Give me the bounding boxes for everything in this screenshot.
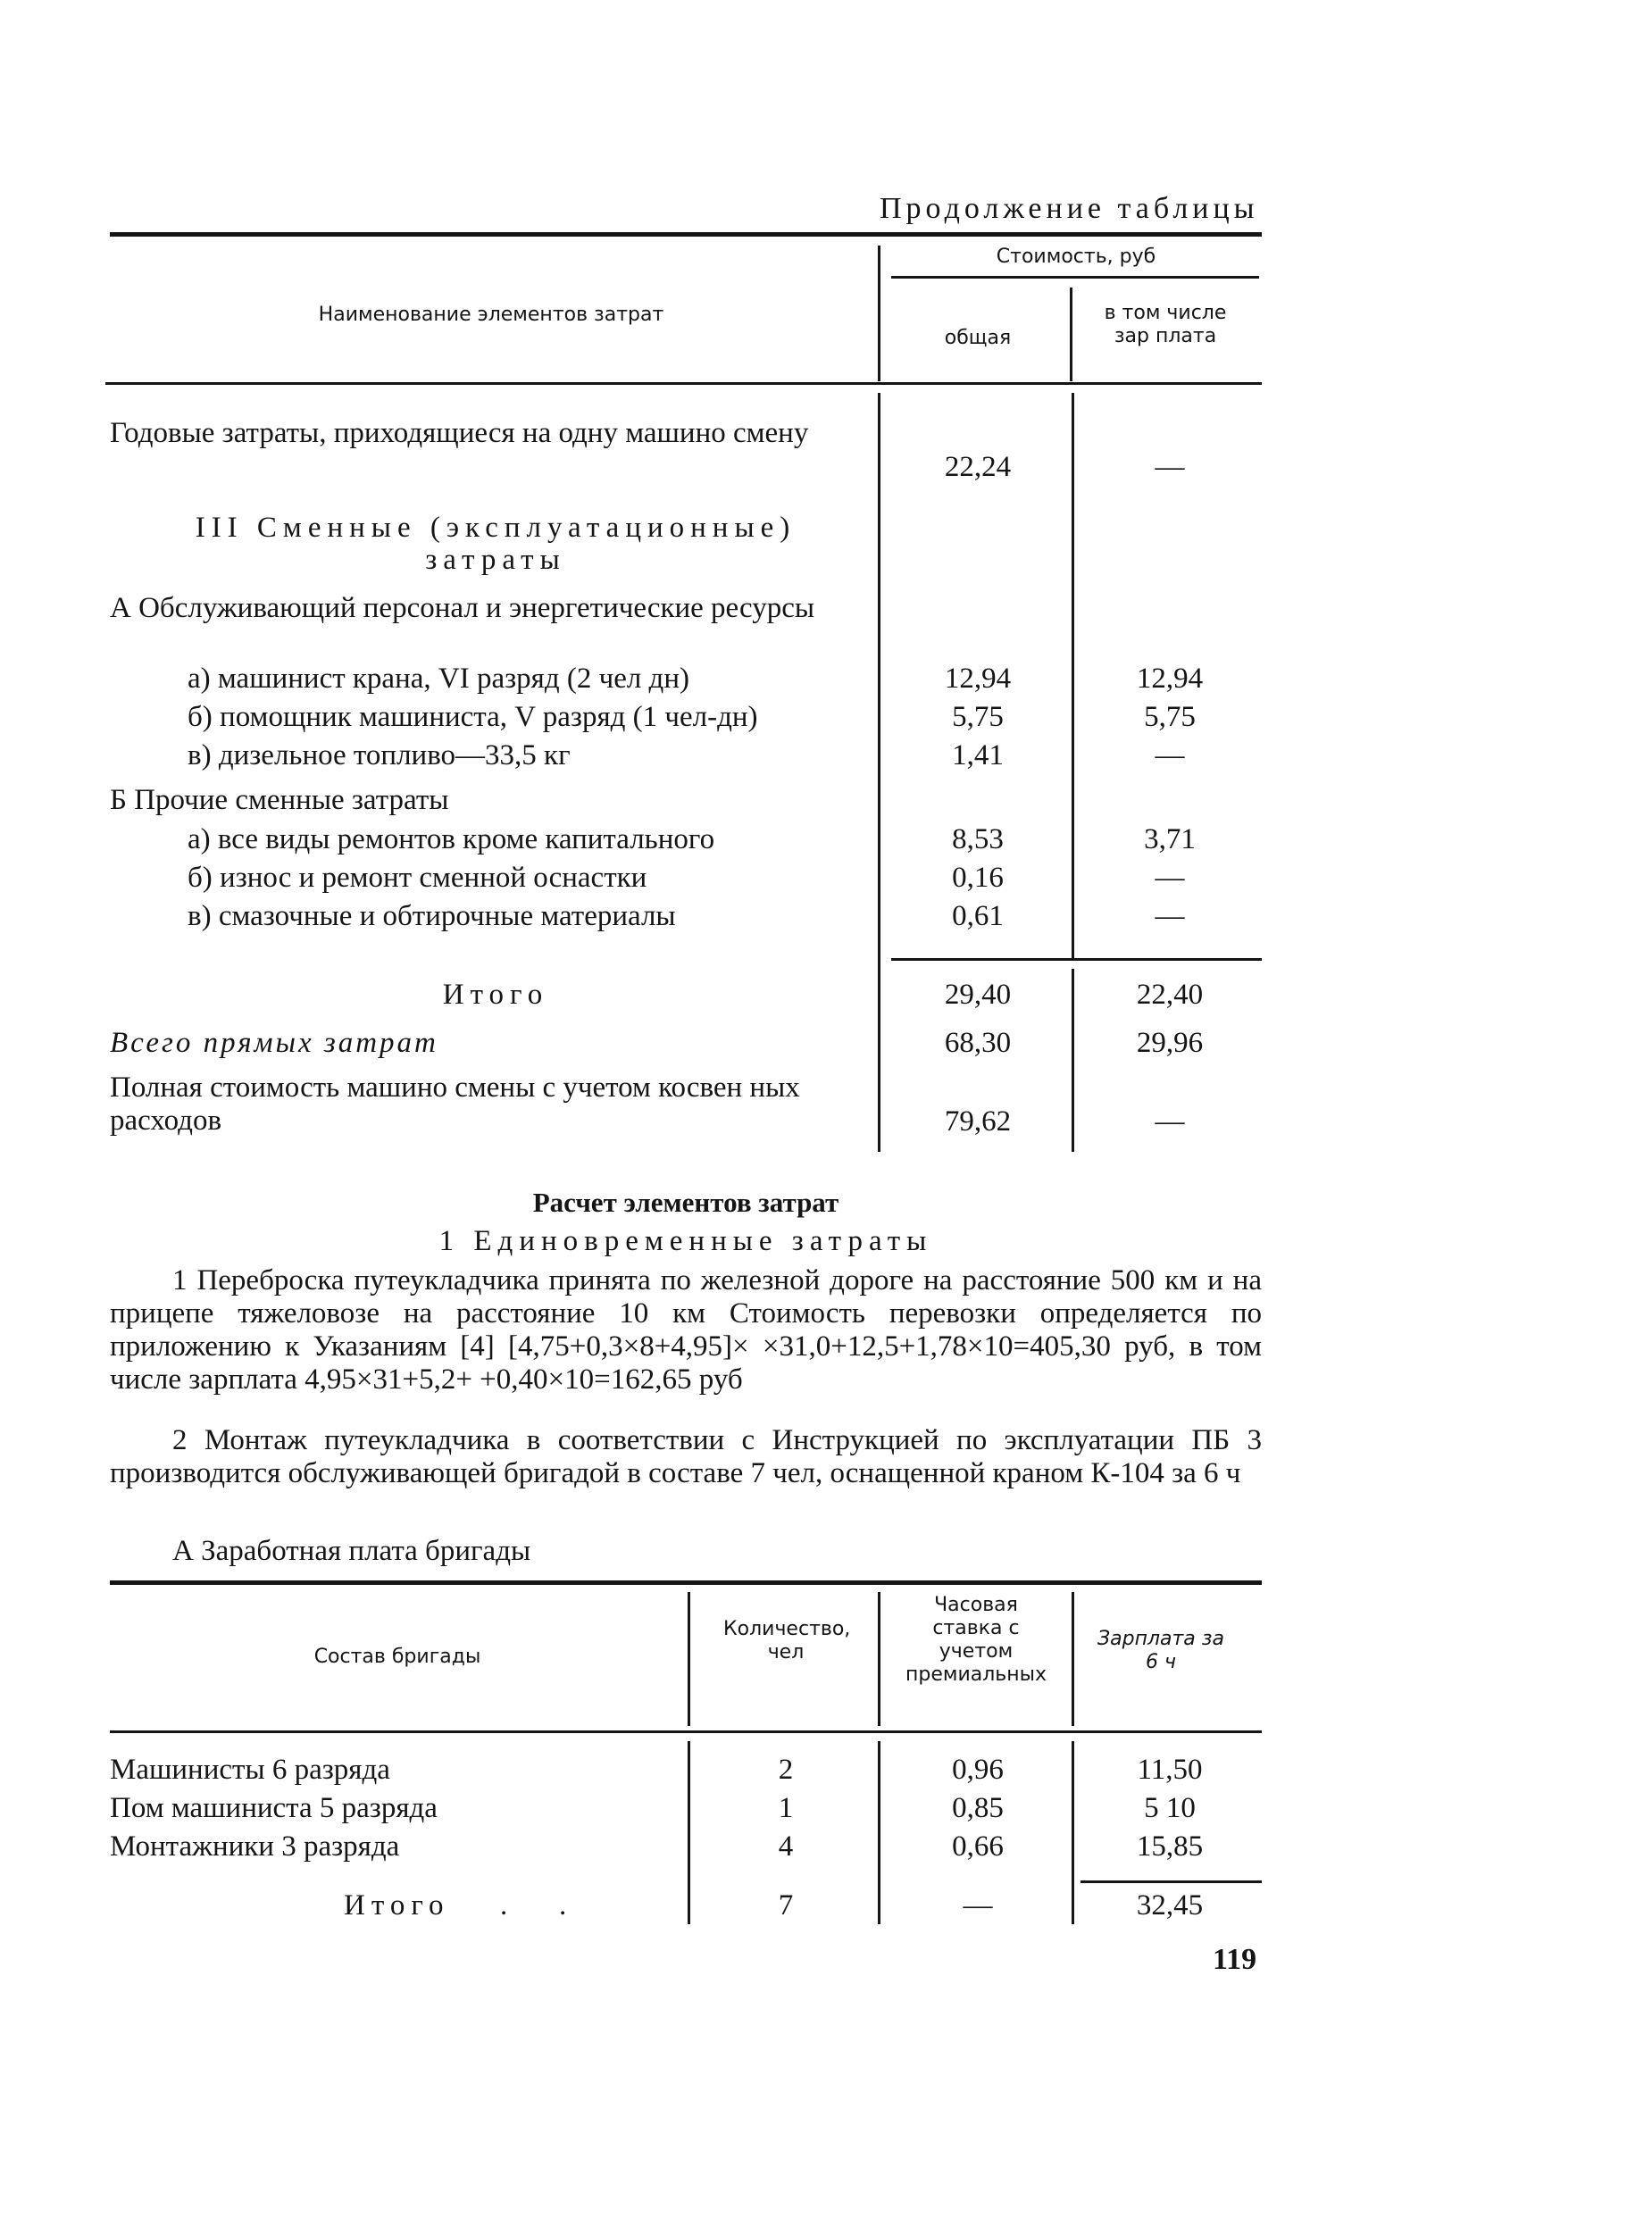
column-divider bbox=[878, 1741, 880, 1924]
row-annual-label: Годовые затраты, приходящиеся на одну машино смену bbox=[110, 417, 809, 449]
col-header-name: Наименование элементов затрат bbox=[318, 304, 664, 326]
row-annual-total: 22,24 bbox=[944, 451, 1012, 483]
full-cost-wage: — bbox=[1155, 1105, 1185, 1138]
paragraph-assembly: 2 Монтаж путеукладчика в соответствии с Инструкцией по эксплуатации ПБ 3 производится обслуживающей бригадой в составе 7 чел, оснащенной краном К-104 за 6 ч bbox=[110, 1424, 1262, 1489]
subtotal-wage: 22,40 bbox=[1136, 979, 1204, 1011]
brigade-row-name: Пом машиниста 5 разряда bbox=[110, 1792, 438, 1824]
row-total: 0,61 bbox=[952, 900, 1004, 932]
group-b-heading: Б Прочие сменные затраты bbox=[110, 784, 449, 816]
brigade-row-wage: 15,85 bbox=[1136, 1830, 1204, 1863]
full-cost-label: Полная стоимость машино смены с учетом косвен ных расходов bbox=[110, 1071, 800, 1137]
brigade-row-wage: 11,50 bbox=[1137, 1754, 1203, 1786]
leader-dots: . . bbox=[500, 1889, 567, 1922]
row-label: б) износ и ремонт сменной оснастки bbox=[188, 862, 647, 894]
cost-header-rule bbox=[891, 276, 1259, 279]
column-divider bbox=[878, 1592, 880, 1726]
direct-costs-wage: 29,96 bbox=[1136, 1027, 1204, 1059]
brigade-total-rate: — bbox=[963, 1889, 993, 1922]
col-header-team: Состав бригады bbox=[313, 1646, 481, 1668]
subsection-title: А Заработная плата бригады bbox=[172, 1535, 531, 1567]
column-divider bbox=[688, 1592, 690, 1726]
column-divider bbox=[878, 246, 880, 381]
brigade-total-qty: 7 bbox=[778, 1889, 794, 1922]
brigade-row-wage: 5 10 bbox=[1144, 1792, 1196, 1824]
full-cost-total: 79,62 bbox=[944, 1105, 1012, 1138]
column-divider bbox=[1072, 969, 1074, 1152]
direct-costs-label: Всего прямых затрат bbox=[110, 1027, 438, 1059]
row-total: 8,53 bbox=[952, 823, 1004, 855]
col-header-wage: Зарплата за 6 ч bbox=[1097, 1628, 1224, 1673]
col-header-wage: в том числе зар плата bbox=[1104, 302, 1227, 347]
row-wage: — bbox=[1155, 862, 1185, 894]
brigade-row-name: Машинисты 6 разряда bbox=[110, 1754, 390, 1786]
column-divider bbox=[688, 1741, 690, 1924]
brigade-total-wage: 32,45 bbox=[1136, 1889, 1204, 1922]
calc-title: Расчет элементов затрат bbox=[532, 1187, 839, 1218]
column-divider bbox=[1072, 393, 1074, 958]
brigade-total-label: Итого bbox=[344, 1889, 450, 1922]
row-label: в) смазочные и обтирочные материалы bbox=[188, 900, 676, 932]
row-annual-wage: — bbox=[1155, 451, 1185, 483]
continuation-caption: Продолжение таблицы bbox=[880, 192, 1259, 225]
section-heading: III Сменные (эксплуатационные) затраты bbox=[195, 512, 797, 576]
row-label: в) дизельное топливо—33,5 кг bbox=[188, 739, 571, 771]
row-total: 0,16 bbox=[952, 862, 1004, 894]
row-wage: 3,71 bbox=[1144, 823, 1196, 855]
brigade-row-qty: 2 bbox=[778, 1754, 794, 1786]
header-bottom-rule bbox=[110, 1730, 1262, 1733]
row-label: а) машинист крана, VI разряд (2 чел дн) bbox=[188, 663, 689, 695]
row-wage: — bbox=[1155, 900, 1185, 932]
subtotal-label: Итого bbox=[442, 979, 549, 1011]
row-total: 1,41 bbox=[952, 739, 1004, 771]
table-top-rule bbox=[110, 1580, 1262, 1585]
brigade-row-qty: 4 bbox=[778, 1830, 794, 1863]
header-bottom-rule bbox=[105, 382, 1262, 385]
col-header-qty: Количество, чел bbox=[723, 1618, 851, 1663]
row-total: 5,75 bbox=[952, 701, 1004, 733]
column-divider bbox=[1072, 1592, 1074, 1726]
direct-costs-total: 68,30 bbox=[944, 1027, 1012, 1059]
row-label: а) все виды ремонтов кроме капитального bbox=[188, 823, 715, 855]
row-wage: 12,94 bbox=[1136, 663, 1204, 695]
col-header-rate: Часовая ставка с учетом премиальных bbox=[905, 1594, 1047, 1686]
row-label: б) помощник машиниста, V разряд (1 чел-дн) bbox=[188, 701, 758, 733]
brigade-row-name: Монтажники 3 разряда bbox=[110, 1830, 400, 1863]
page-number: 119 bbox=[1213, 1943, 1257, 1976]
col-header-cost: Стоимость, руб bbox=[996, 246, 1156, 268]
subtotal-rule bbox=[1080, 1880, 1262, 1883]
group-a-heading: А Обслуживающий персонал и энергетические ресурсы bbox=[110, 592, 815, 624]
subtotal-total: 29,40 bbox=[944, 979, 1012, 1011]
brigade-row-rate: 0,96 bbox=[952, 1754, 1004, 1786]
column-divider bbox=[878, 393, 880, 1152]
col-header-total: общая bbox=[944, 327, 1012, 349]
paragraph-transport: 1 Переброска путеукладчика принята по железной дороге на расстояние 500 км и на прицепе тяжеловозе на расстояние 10 км Стоимость перевозки определяется по приложению к Указаниям [4] [4,75+0,3×8+4,95]× ×31,0+12,5+1,78×10=405,30 руб, в том числе зарплата 4,95×31+5,2+ +0,40×10=162,65 руб bbox=[110, 1264, 1262, 1396]
brigade-row-rate: 0,66 bbox=[952, 1830, 1004, 1863]
table-top-rule bbox=[110, 232, 1262, 237]
column-divider bbox=[1070, 288, 1072, 381]
brigade-row-qty: 1 bbox=[778, 1792, 794, 1824]
row-wage: — bbox=[1155, 739, 1185, 771]
brigade-row-rate: 0,85 bbox=[952, 1792, 1004, 1824]
subtotal-rule bbox=[891, 958, 1262, 961]
section-one-heading: 1 Единовременные затраты bbox=[438, 1225, 933, 1257]
column-divider bbox=[1072, 1741, 1074, 1924]
row-wage: 5,75 bbox=[1144, 701, 1196, 733]
row-total: 12,94 bbox=[944, 663, 1012, 695]
